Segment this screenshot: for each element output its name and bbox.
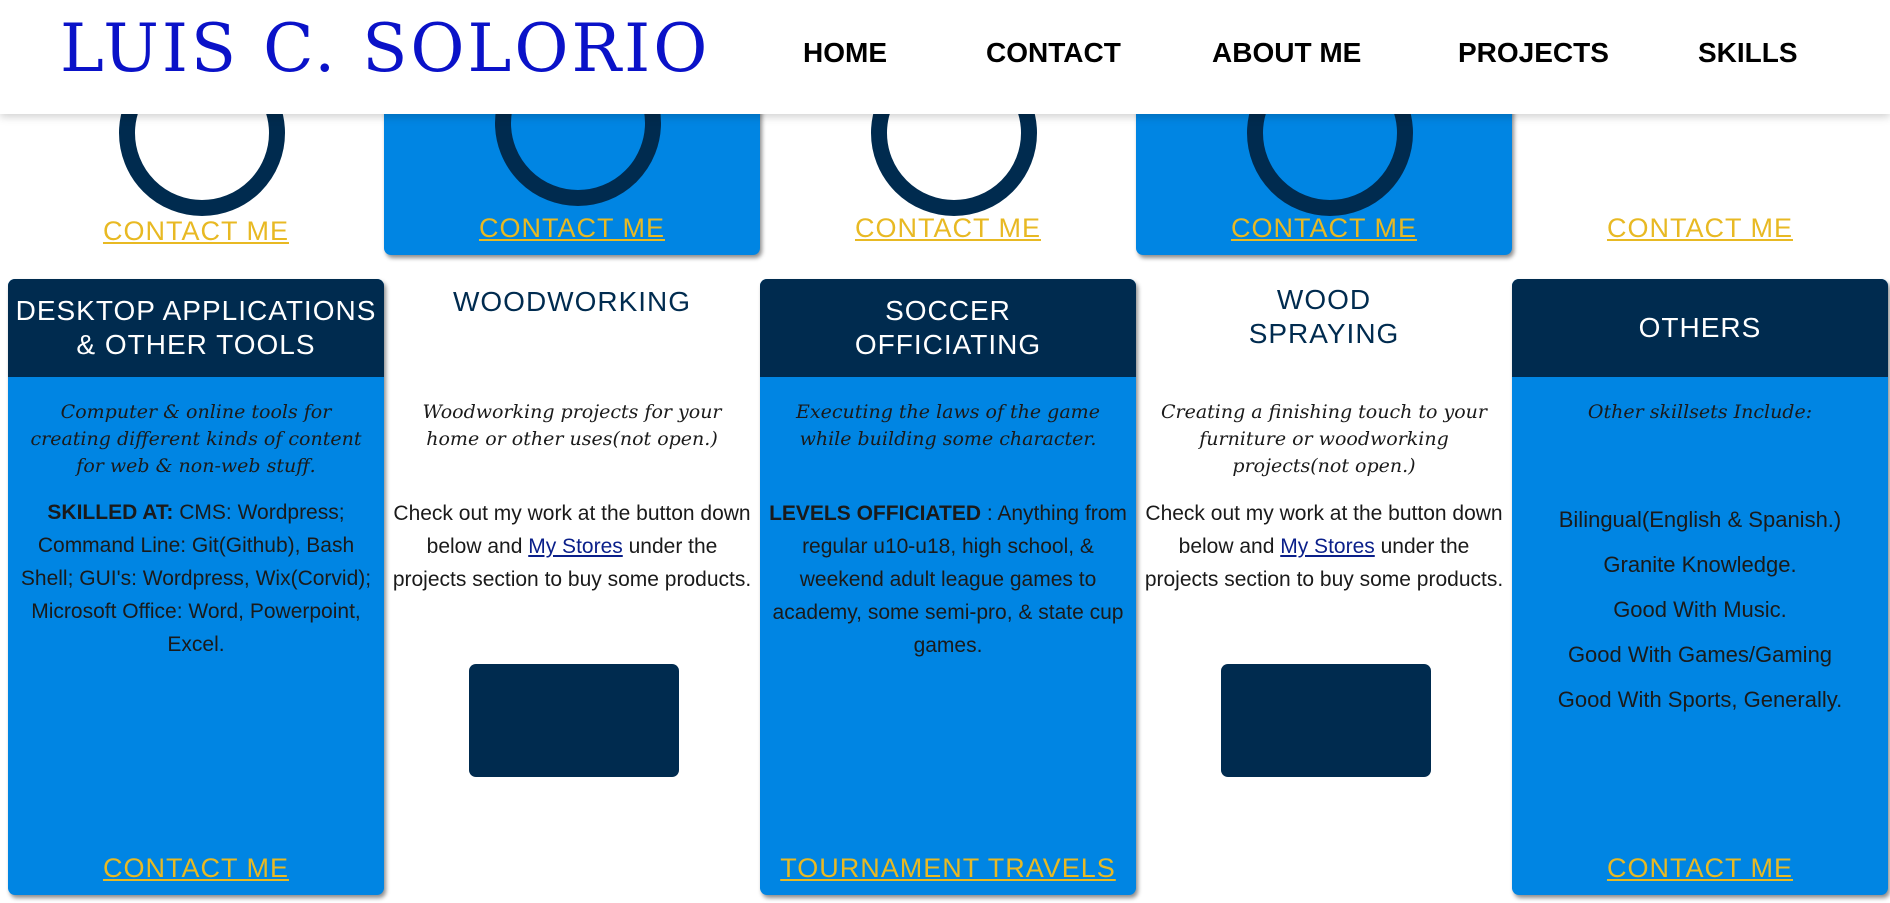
card-body xyxy=(16,496,376,661)
card-body xyxy=(392,497,752,596)
site-header xyxy=(0,0,1890,114)
card-subtitle: Executing the laws of the game while building some character. xyxy=(796,401,1100,450)
card-title xyxy=(760,279,1136,377)
card-title-text: WOODWORKING xyxy=(452,286,692,317)
skilled-at-text: CMS: Wordpress; Command Line: Git(Github), Bash Shell; GUI's: Wordpress, Wix(Corvid); Microsoft Office: Word, Powerpoint, Excel. xyxy=(20,501,372,656)
card-title-line2: OFFICIATING xyxy=(854,329,1042,360)
card-others xyxy=(1512,279,1888,895)
card-title-line2: & OTHER TOOLS xyxy=(76,329,316,360)
nav-home[interactable]: HOME xyxy=(803,37,887,68)
contact-me-link[interactable]: CONTACT ME xyxy=(102,853,289,883)
levels-officiated-label: LEVELS OFFICIATED xyxy=(769,502,982,525)
skilled-at-label: SKILLED AT: xyxy=(47,501,174,524)
card-body-text: Check out my work at the button down below and xyxy=(393,502,751,558)
card-subtitle: Computer & online tools for creating different kinds of content for web & non-web stuff. xyxy=(30,401,362,477)
card-title-line1: DESKTOP APPLICATIONS xyxy=(15,295,377,326)
card-body xyxy=(768,497,1128,662)
card-body-text-end: under the projects section to buy some products. xyxy=(392,535,752,591)
nav-skills[interactable]: SKILLS xyxy=(1698,37,1798,68)
nav-contact[interactable]: CONTACT xyxy=(986,37,1121,68)
card-title xyxy=(1136,279,1512,377)
card-title xyxy=(1512,279,1888,377)
contact-me-link[interactable]: CONTACT ME xyxy=(102,216,289,246)
tournament-travels-link[interactable]: TOURNAMENT TRAVELS xyxy=(780,853,1116,883)
contact-me-link[interactable]: CONTACT ME xyxy=(478,213,665,243)
woodworking-button[interactable] xyxy=(469,664,679,777)
card-title-line1: SOCCER xyxy=(885,295,1011,326)
site-logo[interactable]: LUIS C. SOLORIO xyxy=(60,10,711,87)
nav-about-me[interactable]: ABOUT ME xyxy=(1212,37,1362,68)
contact-me-link[interactable]: CONTACT ME xyxy=(1606,853,1793,883)
others-list xyxy=(1512,497,1888,722)
card-title xyxy=(8,279,384,377)
card-body-text: Check out my work at the button down below and xyxy=(1145,502,1503,558)
card-subtitle: Other skillsets Include: xyxy=(1587,401,1813,423)
card-title xyxy=(384,279,760,377)
card-woodworking xyxy=(384,279,760,895)
list-item: Bilingual(English & Spanish.) xyxy=(1558,507,1842,532)
card-subtitle: Woodworking projects for your home or other uses(not open.) xyxy=(422,401,722,450)
card-body xyxy=(1144,497,1504,596)
card-title-line1: WOOD xyxy=(1276,284,1372,315)
contact-me-link[interactable]: CONTACT ME xyxy=(1606,213,1793,243)
list-item: Good With Games/Gaming xyxy=(1567,642,1833,667)
list-item: Granite Knowledge. xyxy=(1603,552,1797,577)
list-item: Good With Music. xyxy=(1613,597,1787,622)
card-title-text: OTHERS xyxy=(1638,312,1762,343)
card-wood-spraying xyxy=(1136,279,1512,895)
card-soccer-officiating xyxy=(760,279,1136,895)
contact-me-link[interactable]: CONTACT ME xyxy=(1230,213,1417,243)
card-body-text-end: under the projects section to buy some products. xyxy=(1144,535,1504,591)
card-subtitle: Creating a finishing touch to your furniture or woodworking projects(not open.) xyxy=(1160,401,1488,477)
my-stores-link[interactable]: My Stores xyxy=(1280,535,1375,558)
contact-me-link[interactable]: CONTACT ME xyxy=(854,213,1041,243)
card-title-line2: SPRAYING xyxy=(1248,318,1400,349)
nav-projects[interactable]: PROJECTS xyxy=(1458,37,1609,68)
card-desktop-applications xyxy=(8,279,384,895)
levels-officiated-text: : Anything from regular u10-u18, high school, & weekend adult league games to academy, some semi-pro, & state cup games. xyxy=(772,502,1127,657)
my-stores-link[interactable]: My Stores xyxy=(528,535,623,558)
wood-spraying-button[interactable] xyxy=(1221,664,1431,777)
list-item: Good With Sports, Generally. xyxy=(1557,687,1843,712)
